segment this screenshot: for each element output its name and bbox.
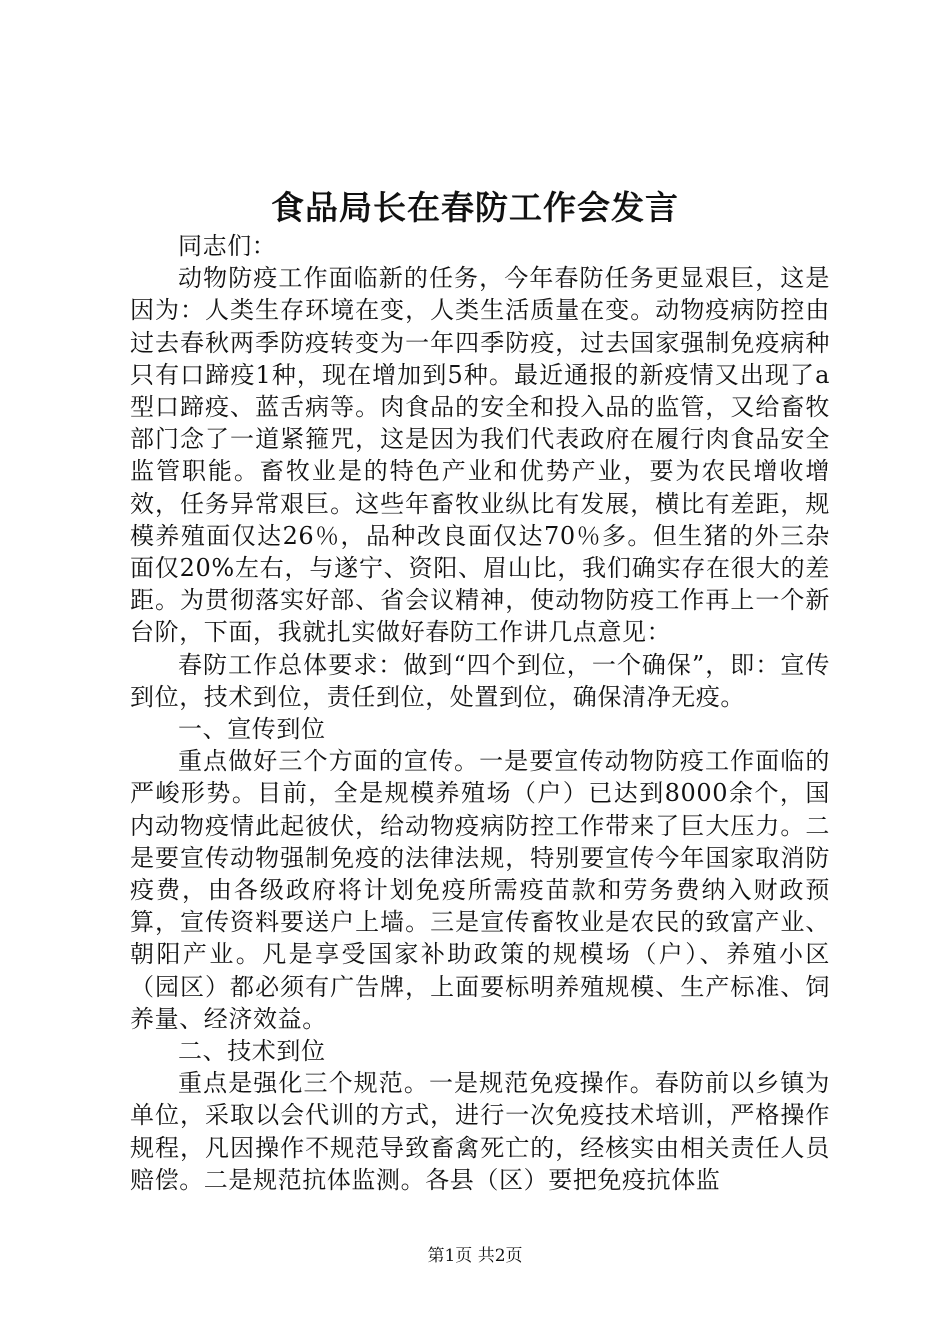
paragraph-requirements: 春防工作总体要求：做到“四个到位，一个确保”，即：宣传到位，技术到位，责任到位，处置到位，确保清净无疫。 <box>130 650 830 711</box>
section-text-technique: 重点是强化三个规范。一是规范免疫操作。春防前以乡镇为单位，采取以会代训的方式，进行一次免疫技术培训，严格操作规程，凡因操作不规范导致畜禽死亡的，经核实由相关责任人员赔偿。二是规范抗体监测。各县（区）要把免疫抗体监 <box>130 1069 830 1194</box>
document-title: 食品局长在春防工作会发言 <box>271 188 679 227</box>
document-body <box>130 230 830 1196</box>
salutation: 同志们： <box>178 232 277 260</box>
section-heading-technique: 二、技术到位 <box>178 1037 326 1066</box>
page-footer: 第1页 共2页 <box>427 1246 523 1266</box>
section-heading-publicity: 一、宣传到位 <box>178 715 326 744</box>
paragraph-intro: 动物防疫工作面临新的任务，今年春防任务更显艰巨，这是因为：人类生存环境在变，人类生活质量在变。动物疫病防控由过去春秋两季防疫转变为一年四季防疫，过去国家强制免疫病种只有口蹄疫1种，现在增加到5种。最近通报的新疫情又出现了a型口蹄疫、蓝舌病等。肉食品的安全和投入品的监管，又给畜牧部门念了一道紧箍咒，这是因为我们代表政府在履行肉食品安全监管职能。畜牧业是的特色产业和优势产业，要为农民增收增效，任务异常艰巨。这些年畜牧业纵比有发展，横比有差距，规模养殖面仅达26％，品种改良面仅达70％多。但生猪的外三杂面仅20%左右，与遂宁、资阳、眉山比，我们确实存在很大的差距。为贯彻落实好部、省会议精神，使动物防疫工作再上一个新台阶，下面，我就扎实做好春防工作讲几点意见： <box>130 264 830 647</box>
section-text-publicity: 重点做好三个方面的宣传。一是要宣传动物防疫工作面临的严峻形势。目前，全是规模养殖场（户）已达到8000余个，国内动物疫情此起彼伏，给动物疫病防控工作带来了巨大压力。二是要宣传动物强制免疫的法律法规，特别要宣传今年国家取消防疫费，由各级政府将计划免疫所需疫苗款和劳务费纳入财政预算，宣传资料要送户上墙。三是宣传畜牧业是农民的致富产业、朝阳产业。凡是享受国家补助政策的规模场（户）、养殖小区（园区）都必须有广告牌，上面要标明养殖规模、生产标准、饲养量、经济效益。 <box>130 747 830 1033</box>
